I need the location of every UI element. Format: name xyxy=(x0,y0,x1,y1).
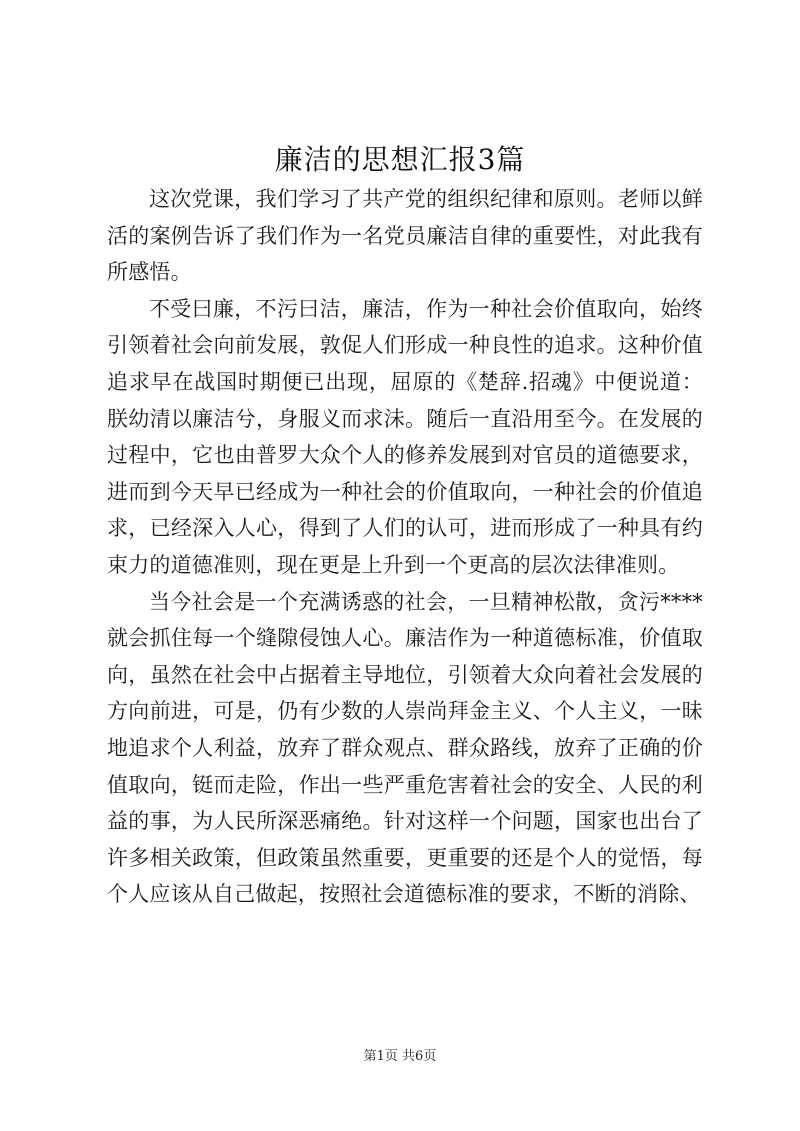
paragraph-2: 不受曰廉，不污曰洁，廉洁，作为一种社会价值取向，始终引领着社会向前发展，敦促人们形成一种良性的追求。这种价值追求早在战国时期便已出现，屈原的《楚辞.招魂》中便说道：朕幼清以廉洁兮，身服义而求沬。随后一直沿用至今。在发展的过程中，它也由普罗大众个人的修养发展到对官员的道德要求，进而到今天早已经成为一种社会的价值取向，一种社会的价值追求，已经深入人心，得到了人们的认可，进而形成了一种具有约束力的道德准则，现在更是上升到一个更高的层次法律准则。 xyxy=(107,296,703,577)
paragraph-1: 这次党课，我们学习了共产党的组织纪律和原则。老师以鲜活的案例告诉了我们作为一名党员廉洁自律的重要性，对此我有所感悟。 xyxy=(107,187,703,285)
page-footer: 第1页 共6页 xyxy=(363,1049,437,1064)
paragraph-3: 当今社会是一个充满诱惑的社会，一旦精神松散，贪污****就会抓住每一个缝隙侵蚀人心。廉洁作为一种道德标准，价值取向，虽然在社会中占据着主导地位，引领着大众向着社会发展的方向前进，可是，仍有少数的人崇尚拜金主义、个人主义，一昧地追求个人利益，放弃了群众观点、群众路线，放弃了正确的价值取向，铤而走险，作出一些严重危害着社会的安全、人民的利益的事，为人民所深恶痛绝。针对这样一个问题，国家也出台了许多相关政策，但政策虽然重要，更重要的还是个人的觉悟，每个人应该从自己做起，按照社会道德标准的要求，不断的消除、 xyxy=(107,589,703,907)
document-body xyxy=(107,181,703,913)
document-title: 廉洁的思想汇报3篇 xyxy=(274,143,526,176)
